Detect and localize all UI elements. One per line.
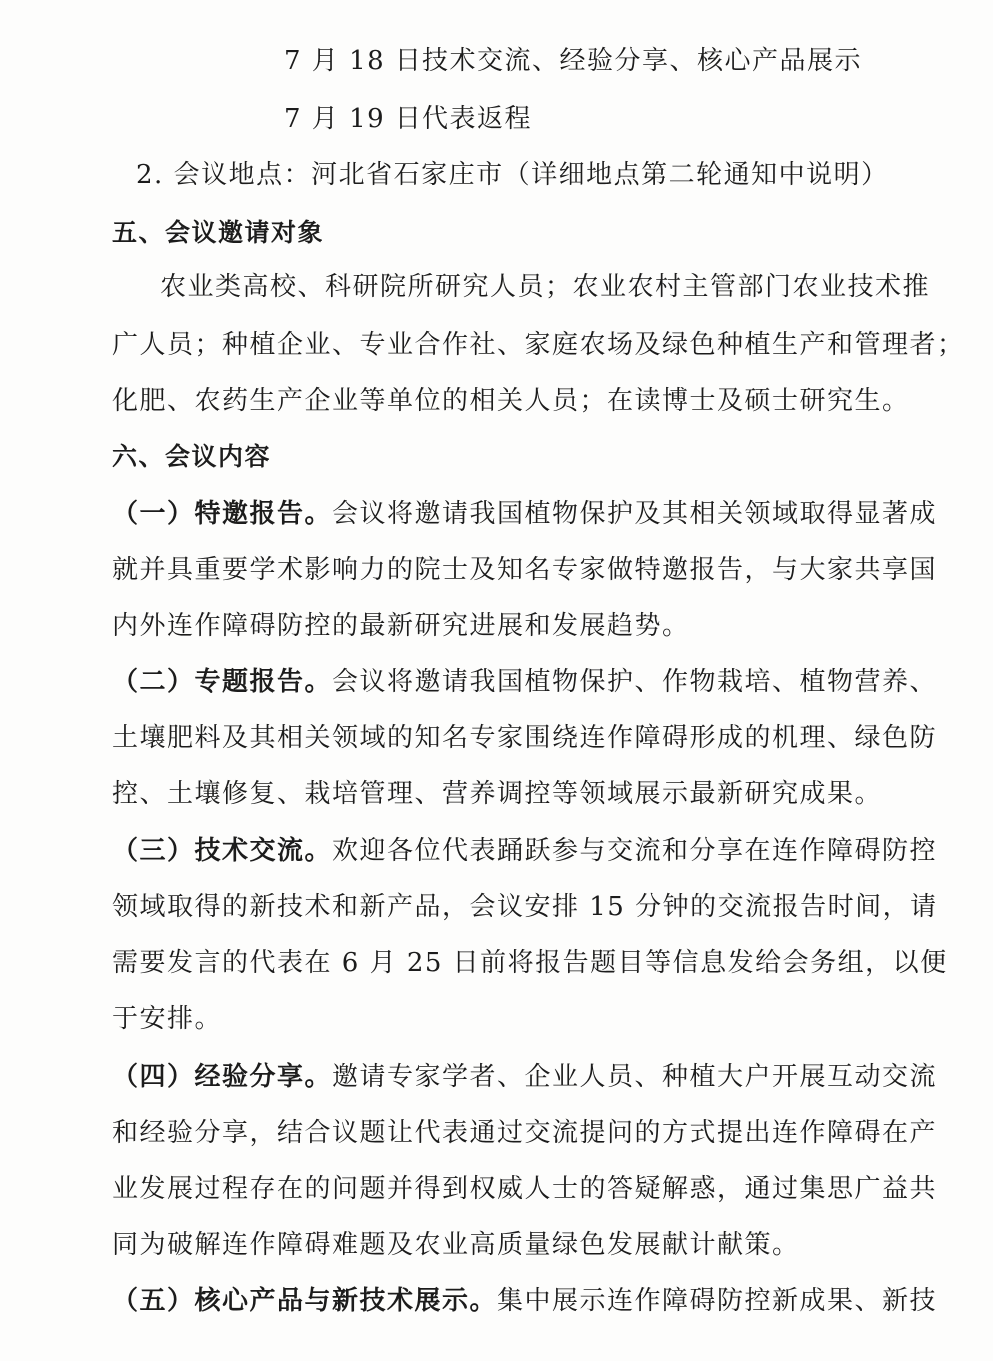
content-item-line [112,1060,938,1094]
schedule-item: 代表返程 [422,104,533,134]
content-item-line [112,665,938,699]
paragraph-line: 就并具重要学术影响力的院士及知名专家做特邀报告，与大家共享国 [112,555,938,585]
item-text: 欢迎各位代表踊跃参与交流和分享在连作障碍防控 [332,836,938,866]
paragraph-line: 广人员；种植企业、专业合作社、家庭农场及绿色种植生产和管理者； [112,330,965,360]
section-heading: 五、会议邀请对象 [112,218,325,247]
paragraph-line: 需要发言的代表在 6 月 25 日前将报告题目等信息发给会务组，以便 [112,948,948,978]
item-text: 会议将邀请我国植物保护、作物栽培、植物营养、 [332,667,938,697]
schedule-date: 7 月 19 日 [284,104,423,134]
paragraph-line: 业发展过程存在的问题并得到权威人士的答疑解惑，通过集思广益共 [112,1174,938,1204]
paragraph-line: 于安排。 [112,1004,223,1034]
item-text: 会议将邀请我国植物保护及其相关领域取得显著成 [332,499,938,529]
schedule-item: 技术交流、经验分享、核心产品展示 [422,46,863,76]
paragraph-line: 和经验分享，结合议题让代表通过交流提问的方式提出连作障碍在产 [112,1118,938,1148]
content-item-line [112,497,938,531]
paragraph-line: 土壤肥料及其相关领域的知名专家围绕连作障碍形成的机理、绿色防 [112,723,938,753]
item-lead: （二）专题报告。 [112,667,333,697]
item-lead: （五）核心产品与新技术展示。 [112,1286,498,1316]
paragraph-line: 领域取得的新技术和新产品，会议安排 15 分钟的交流报告时间，请 [112,892,938,922]
meeting-venue: 2. 会议地点：河北省石家庄市（详细地点第二轮通知中说明） [136,160,889,190]
content-item-line [112,1284,938,1318]
paragraph-line: 同为破解连作障碍难题及农业高质量绿色发展献计献策。 [112,1230,800,1260]
section-heading: 六、会议内容 [112,442,272,471]
paragraph-line: 控、土壤修复、栽培管理、营养调控等领域展示最新研究成果。 [112,779,883,809]
content-item-line [112,834,938,868]
paragraph-line: 农业类高校、科研院所研究人员；农业农村主管部门农业技术推 [160,272,931,302]
item-text: 邀请专家学者、企业人员、种植大户开展互动交流 [332,1062,938,1092]
schedule-date: 7 月 18 日 [284,46,423,76]
item-text: 集中展示连作障碍防控新成果、新技 [497,1286,938,1316]
paragraph-line: 内外连作障碍防控的最新研究进展和发展趋势。 [112,611,690,641]
paragraph-line: 化肥、农药生产企业等单位的相关人员；在读博士及硕士研究生。 [112,386,910,416]
item-lead: （三）技术交流。 [112,836,333,866]
item-lead: （四）经验分享。 [112,1062,333,1092]
item-lead: （一）特邀报告。 [112,499,333,529]
